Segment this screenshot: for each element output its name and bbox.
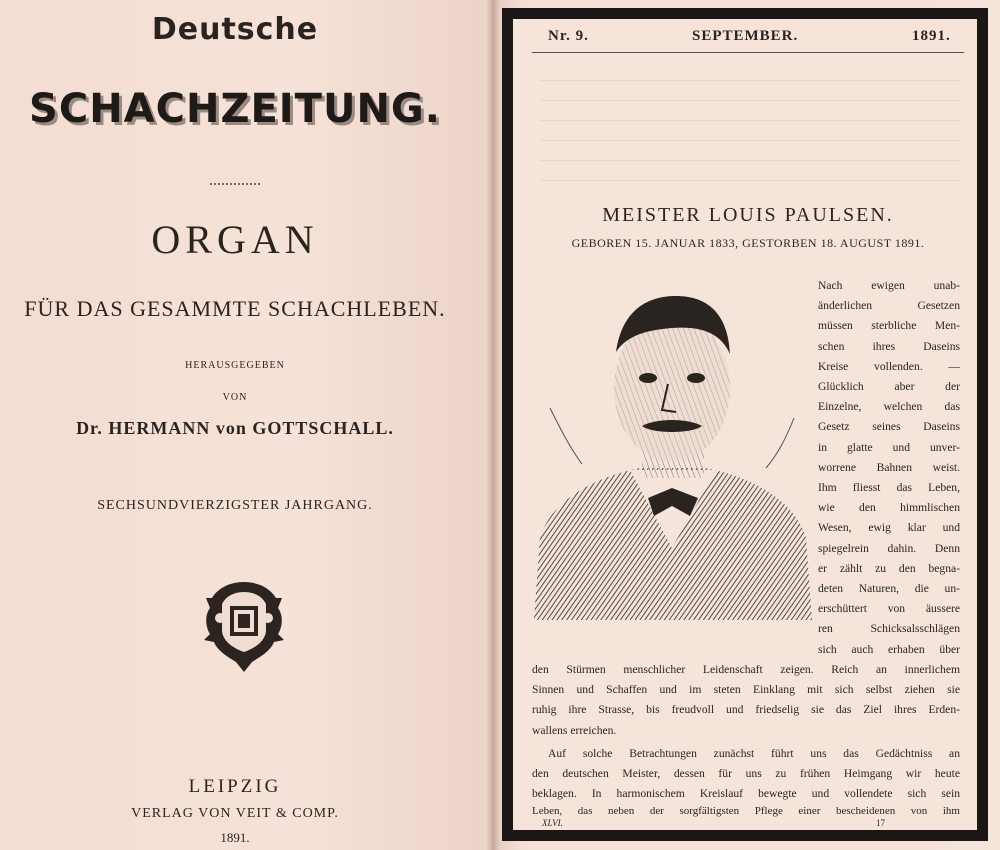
text-line: er zählt zu den begna-: [818, 561, 960, 575]
text-line: müssen sterbliche Men-: [818, 319, 960, 333]
page-number: 17: [876, 818, 885, 828]
title-ornament-rule: [0, 172, 470, 190]
publisher-city: LEIPZIG: [188, 776, 282, 797]
bleed-through-line: [540, 120, 960, 121]
publication-year: 1891.: [220, 830, 250, 845]
article-paragraph-1: [532, 660, 960, 741]
organ-heading: ORGAN: [151, 217, 319, 262]
text-line: ruhig ihre Strasse, bis freudvoll und friedselig sie das Ziel ihres Erden-: [532, 703, 960, 717]
issue-number: Nr. 9.: [548, 28, 589, 44]
journal-title-main: SCHACHZEITUNG.: [29, 86, 441, 132]
text-line: den Stürmen menschlicher Leidenschaft zeigen. Reich an innerlichem: [532, 663, 960, 676]
bleed-through-line: [540, 180, 960, 181]
text-line: ren Schicksalsschlägen: [818, 622, 960, 636]
text-line: Auf solche Betrachtungen zunächst führt uns das Gedächtniss an: [548, 747, 960, 760]
article-title: MEISTER LOUIS PAULSEN.: [602, 204, 894, 226]
text-line: Glücklich aber der: [818, 380, 960, 394]
text-line: Ihm fliesst das Leben,: [818, 481, 960, 495]
text-line: den deutschen Meister, dessen für uns zu frühen Heimgang wir heute: [532, 767, 960, 781]
text-line: Nach ewigen unab-: [818, 279, 960, 292]
text-line: Einzelne, welchen das: [818, 400, 960, 414]
von-label: VON: [222, 392, 248, 403]
signature-mark: XLVI.: [542, 818, 563, 828]
bleed-through-line: [540, 100, 960, 101]
article-dates: GEBOREN 15. JANUAR 1833, GESTORBEN 18. AUGUST 1891.: [571, 236, 925, 250]
text-line: worrene Bahnen weist.: [818, 460, 960, 474]
text-line: deten Naturen, die un-: [818, 582, 960, 596]
volume-label: SECHSUNDVIERZIGSTER JAHRGANG.: [97, 498, 373, 513]
book-gutter: [486, 0, 500, 850]
portrait-engraving: [530, 288, 816, 628]
publisher-name: VERLAG VON VEIT & COMP.: [131, 806, 339, 821]
text-line: spiegelrein dahin. Denn: [818, 541, 960, 555]
publisher-emblem-icon: [200, 578, 288, 674]
text-line: beklagen. In harmonischem Kreislauf bewegte und vollendete sich sein: [532, 787, 960, 801]
text-line: wallens erreichen.: [532, 723, 617, 737]
journal-title-top: Deutsche: [151, 12, 319, 47]
article-paragraph-2: [532, 744, 960, 805]
text-line: schen ihres Daseins: [818, 339, 960, 353]
bleed-through-line: [540, 160, 960, 161]
text-line: Wesen, ewig klar und: [818, 521, 960, 535]
bleed-through-line: [540, 80, 960, 81]
editor-name: Dr. HERMANN von GOTTSCHALL.: [76, 418, 394, 438]
text-line: Leben, das neben der sorgfältigsten Pflege einer bescheidenen von ihm: [532, 805, 960, 817]
issue-month: SEPTEMBER.: [692, 28, 799, 44]
text-line: Kreise vollenden. —: [818, 359, 960, 373]
text-line: wie den himmlischen: [818, 501, 960, 515]
article-last-line: [532, 804, 960, 818]
text-line: erschüttert von äussere: [818, 602, 960, 616]
edited-by-label: HERAUSGEGEBEN: [185, 360, 285, 371]
text-line: sich auch erhaben über: [818, 642, 960, 656]
article-narrow-column: [818, 276, 960, 660]
text-line: änderlichen Gesetzen: [818, 299, 960, 313]
header-rule: [532, 52, 964, 53]
issue-year: 1891.: [912, 28, 951, 44]
text-line: Sinnen und Schaffen und im steten Einklang mit sich selbst ziehen sie: [532, 683, 960, 697]
text-line: in glatte und unver-: [818, 440, 960, 454]
journal-subtitle: FÜR DAS GESAMMTE SCHACHLEBEN.: [24, 296, 446, 321]
text-line: Gesetz seines Daseins: [818, 420, 960, 434]
bleed-through-line: [540, 140, 960, 141]
